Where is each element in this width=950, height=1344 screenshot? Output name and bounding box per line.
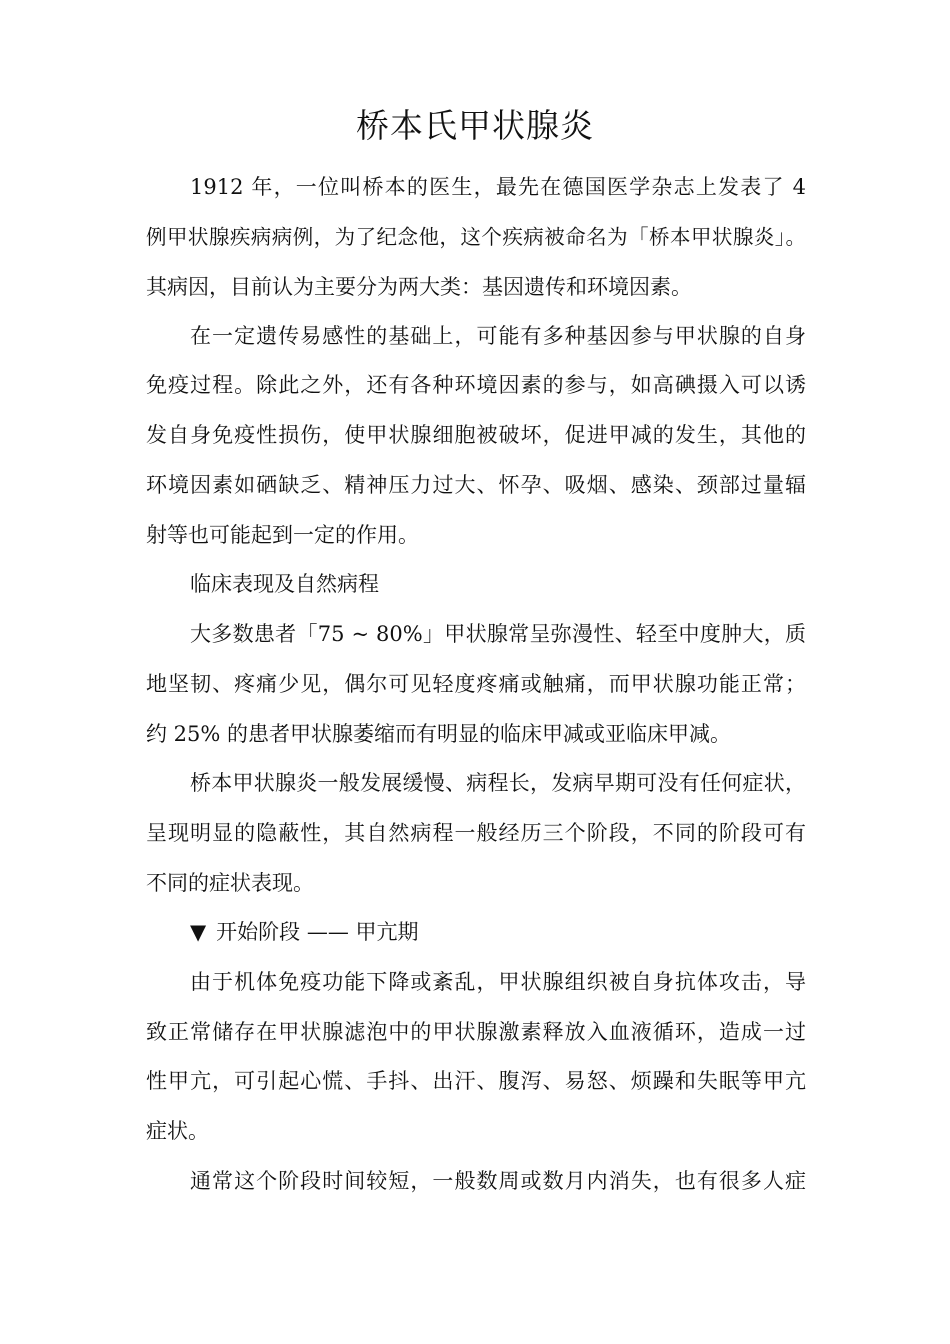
paragraph-line: 约 25% 的患者甲状腺萎缩而有明显的临床甲减或亚临床甲减。	[146, 722, 732, 746]
paragraph-line: 1912 年，一位叫桥本的医生，最先在德国医学杂志上发表了 4	[190, 175, 806, 199]
paragraph-line: 不同的症状表现。	[146, 871, 314, 895]
paragraph-line: 免疫过程。除此之外，还有各种环境因素的参与，如高碘摄入可以诱	[146, 373, 806, 397]
paragraph-line: 性甲亢，可引起心慌、手抖、出汗、腹泻、易怒、烦躁和失眠等甲亢	[146, 1069, 806, 1093]
paragraph-line: 呈现明显的隐蔽性，其自然病程一般经历三个阶段，不同的阶段可有	[146, 821, 806, 845]
paragraph-line: 地坚韧、疼痛少见，偶尔可见轻度疼痛或触痛，而甲状腺功能正常；	[146, 672, 806, 696]
paragraph-line: 桥本甲状腺炎一般发展缓慢、病程长，发病早期可没有任何症状，	[190, 771, 806, 795]
triangle-down-icon: ▼	[190, 920, 207, 944]
paragraph-line: 发自身免疫性损伤，使甲状腺细胞被破坏，促进甲减的发生，其他的	[146, 423, 806, 447]
paragraph-line: 环境因素如硒缺乏、精神压力过大、怀孕、吸烟、感染、颈部过量辐	[146, 473, 806, 497]
stage-heading	[190, 907, 806, 957]
paragraph-line: 症状。	[146, 1119, 209, 1143]
paragraph-line: 射等也可能起到一定的作用。	[146, 523, 419, 547]
paragraph-line: 其病因，目前认为主要分为两大类：基因遗传和环境因素。	[146, 275, 692, 299]
stage-heading-label: 开始阶段 —— 甲亢期	[216, 920, 419, 944]
paragraph-line: 大多数患者「75 ~ 80%」甲状腺常呈弥漫性、轻至中度肿大，质	[190, 622, 806, 646]
document-title: 桥本氏甲状腺炎	[356, 106, 594, 145]
paragraph-line: 通常这个阶段时间较短，一般数周或数月内消失，也有很多人症	[190, 1169, 806, 1193]
paragraph-line: 例甲状腺疾病病例，为了纪念他，这个疾病被命名为「桥本甲状腺炎」。	[146, 225, 806, 249]
section-heading: 临床表现及自然病程	[190, 572, 379, 596]
paragraph-line: 致正常储存在甲状腺滤泡中的甲状腺激素释放入血液循环，造成一过	[146, 1020, 806, 1044]
paragraph-line: 在一定遗传易感性的基础上，可能有多种基因参与甲状腺的自身	[190, 324, 806, 348]
paragraph-line: 由于机体免疫功能下降或紊乱，甲状腺组织被自身抗体攻击，导	[190, 970, 806, 994]
